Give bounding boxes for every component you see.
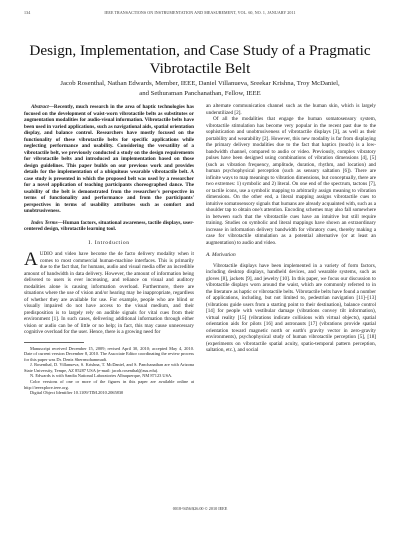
index-terms-text: —Human factors, situational awareness, tactile displays, user-centered design, vibrotactile learning tool. [24, 219, 194, 232]
page-number: 134 [24, 10, 31, 15]
index-terms [24, 220, 194, 233]
intro-paragraph-text: UDIO and video have become the de facto delivery modality when it comes to most commercial human-machine interfaces. This is primarily due to the fact that, for humans, audio and visual media offer an incredible amount of bandwidth in data delivery. However, the amount of information being delivered to users is ever increasing, and reliance on visual and auditory modalities alone is causing information overload. Furthermore, there are situations where the use of vision and/or hearing may be inappropriate, regardless of whether they are available for use. For example, people who are blind or visually impaired do not have access to the visual medium, and their predisposition is to largely rely on audible signals for vital cues from their environment [1]. In such cases, delivering additional information through either vision or audio can be of little or no help; in fact, this may cause unnecessary cognitive overload for the user. Hence, there is a growing need for [24, 251, 194, 335]
copyright-code: 0018-9456/$26.00 © 2010 IEEE [172, 506, 228, 511]
index-terms-label: Index Terms [31, 219, 58, 226]
right-paragraph-2: Of all the modalities that engage the human somatosensory system, vibrotactile stimulation has become very popular in the recent past due to the sophistication and unobtrusiveness of vibrotactile displays [3], as well as their portability and wearability [2]. However, this new modality is far from displaying the primary delivery modalities due to the fact that haptics (touch) is a low-bandwidth channel, compared to audio or video. Previously, complex vibratory pulses have been designed using combinations of vibration dimensions [4], [5] (such as vibration frequency, amplitude, duration, rhythm, and location) and human psychophysical perception (such as sensory saltation [6]). There are infinite ways to map meanings to vibration dimensions, but conceptually, there are two extremes: 1) symbolic and 2) literal. On one end of the spectrum, tactons [7], or tactile icons, use a symbolic mapping to arbitrarily assign meaning to vibration dimensions. On the other end, a literal mapping assigns vibrotactile cues to intuitive somatosensory signals that humans are already acquainted with, such as a shoulder tap to obtain one's attention. Encoding schemes may also fall somewhere in between such that the vibrotactile cues have an intuitive but still require training. Studies on symbolic and literal mappings have shown an extraordinary increase in information delivery bandwidth for vibratory cues, thereby making a case for vibrotactile stimulation as a potential alternative (or at least an augmentation) to audio and video. [206, 116, 376, 246]
intro-paragraph [24, 251, 194, 336]
journal-header: IEEE TRANSACTIONS ON INSTRUMENTATION AND MEASUREMENT, VOL. 60, NO. 1, JANUARY 2011 [104, 10, 296, 15]
right-column [206, 103, 376, 354]
left-column [24, 104, 194, 396]
abstract [24, 104, 194, 215]
footnote-manuscript: Manuscript received December 15, 2009; revised April 30, 2010; accepted May 4, 2010. Date of current version December 8, 2010. The Associate Editor coordinating the review process for this paper was Dr. Deniz Sherrmohammadi. [24, 345, 194, 362]
paper-title: Design, Implementation, and Case Study of a Pragmatic Vibrotactile Belt [29, 42, 371, 77]
footnote-doi: Digital Object Identifier 10.1109/TIM.2010.2065830 [30, 390, 124, 396]
author-line-2: and Sethuraman Panchanathan, Fellow, IEEE [139, 89, 261, 97]
footnote-color: Color versions of one or more of the figures in this paper are available online at http://ieeexplore.ieee.org. [24, 379, 194, 390]
author-block [24, 79, 376, 98]
right-paragraph-1: an alternate communication channel such as the human skin, which is largely underutilized [2]. [206, 103, 376, 116]
subsection-heading-motivation: A. Motivation [206, 252, 236, 258]
drop-cap: A [24, 249, 38, 270]
section-heading-introduction: I. Introduction [88, 239, 130, 246]
footnote-affiliation: J. Rosenthal, D. Villanueva, S. Krishna, T. McDaniel, and S. Panchanathan are with Arizona State University, Tempe, AZ 85287 USA (e-mail: jacob.rosenthal@asu.edu). [24, 362, 194, 373]
abstract-text: —Recently, much research in the area of haptic technologies has focused on the development of waist-worn vibrotactile belts as substitutes or augmentation modalities for audio-visual information. Vibrotactile belts have been used in varied applications, such as navigational aids, spatial orientation display, and balance control. Researchers have mostly focused on the functionality of these vibrotactile belts for specific applications while neglecting performance and usability. Considering the versatility of a vibrotactile belt, we previously conducted a study on the design requirements for vibrotactile belts and introduced an implementation based on those design guidelines. This paper builds on our previous work and provides details for the implementation of a ubiquitous wearable vibrotactile belt. A case study is presented in which the proposed belt was used by a researcher for a novel application of teaching participants choreographed dance. The usability of the belt is demonstrated from the researcher's perspective in terms of functionality and performance and from the participants' perspectives in terms of usability attributes such as comfort and unobtrusiveness. [24, 104, 194, 214]
abstract-label: Abstract [31, 104, 49, 110]
footnotes [24, 346, 194, 396]
footnote-affiliation-2: N. Edwards is with Sandia National Laboratories Albuquerque, NM 87123 USA. [30, 373, 173, 379]
author-line-1: Jacob Rosenthal, Nathan Edwards, Member, IEEE, Daniel Villanueva, Sreekar Krishna, Troy McDaniel, [60, 80, 340, 87]
footnote-divider [24, 342, 84, 343]
running-head [24, 10, 376, 18]
right-paragraph-3: Vibrotactile displays have been implemented in a variety of form factors, including desktop displays, handheld devices, and wearable systems, such as gloves [8], jackets [9], and jewelry [10]. In this paper, we focus our discussion to vibrotactile displays worn around the waist, which are commonly referred to in the literature as haptic or vibrotactile belts. Vibrotactile belts have found a number of applications, including, but not limited to, pedestrian navigation [11]–[13] (vibrations guide users from a starting point to their destination), balance control [14] for people with vestibular damage (vibrations convey tilt information), virtual reality [15] (vibrations indicate collisions with virtual objects), spatial orientation aids for pilots [16] and astronauts [17] (vibrations provide spatial orientation toward magnetic north or earth's gravity vector in zero-gravity environments), psychophysical study of human vibrotactile perception [5], [18] (experiments on vibrotactile spatial acuity, spatio-temporal pattern perception, saltation, etc.), and social [206, 262, 376, 353]
